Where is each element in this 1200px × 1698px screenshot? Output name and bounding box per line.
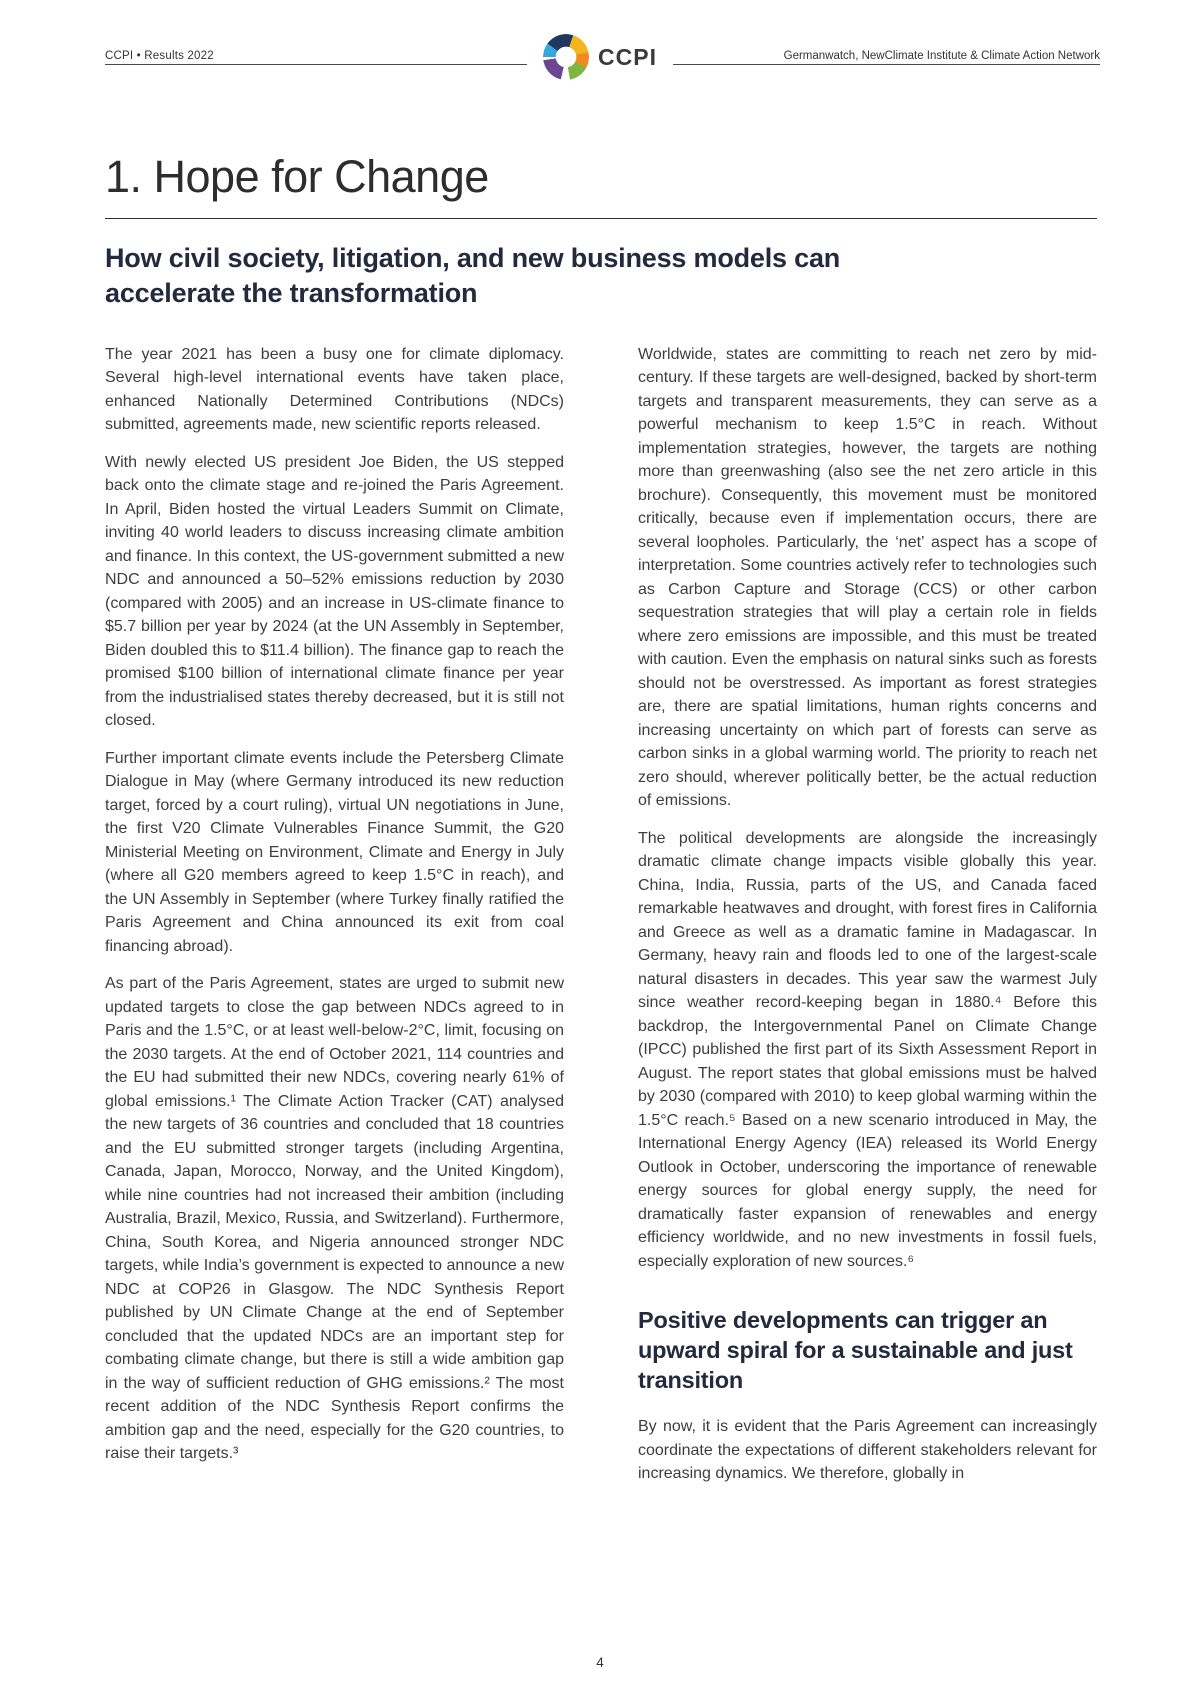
two-column-layout	[105, 343, 1097, 1500]
ccpi-wordmark: CCPI	[598, 43, 657, 70]
page-number: 4	[596, 1655, 604, 1670]
title-divider	[105, 218, 1097, 219]
left-column	[105, 343, 564, 1500]
paragraph: As part of the Paris Agreement, states are urged to submit new updated targets to close the gap between NDCs agreed to in Paris and the 1.5°C, or at least well-below-2°C, limit, focusing on the 2030 targets. At the end of October 2021, 114 countries and the EU had submitted their new NDCs, covering nearly 61% of global emissions.¹ The Climate Action Tracker (CAT) analysed the new targets of 36 countries and concluded that 18 countries and the EU submitted stronger targets (including Argentina, Canada, Japan, Morocco, Norway, and the United Kingdom), while nine countries had not increased their ambition (including Australia, Brazil, Mexico, Russia, and Switzerland). Furthermore, China, South Korea, and Nigeria announced stronger NDC targets, while India’s government is expected to announce a new NDC at COP26 in Glasgow. The NDC Synthesis Report published by UN Climate Change at the end of September concluded that the updated NDCs are an important step for combating climate change, but there is still a wide ambition gap in the way of sufficient reduction of GHG emissions.² The most recent addition of the NDC Synthesis Report confirms the ambition gap and the need, especially for the G20 countries, to raise their targets.³	[105, 975, 564, 1462]
header-right-label: Germanwatch, NewClimate Institute & Climate Action Network	[783, 50, 1100, 62]
article-subtitle: How civil society, litigation, and new business models can accelerate the transformation	[105, 242, 841, 308]
article-body	[105, 152, 1097, 1500]
chapter-title: 1. Hope for Change	[105, 151, 489, 202]
paragraph: Further important climate events include the Petersberg Climate Dialogue in May (where Germany introduced its new reduction target, forced by a court ruling), virtual UN negotiations in June, the first V20 Climate Vulnerables Finance Summit, the G20 Ministerial Meeting on Environment, Climate and Energy in July (where all G20 members agreed to keep 1.5°C in reach), and the UN Assembly in September (where Turkey finally ratified the Paris Agreement and China announced its exit from coal financing abroad).	[105, 749, 564, 955]
paragraph: With newly elected US president Joe Biden, the US stepped back onto the climate stage and re-joined the Paris Agreement. In April, Biden hosted the virtual Leaders Summit on Climate, inviting 40 world leaders to discuss increasing climate ambition and finance. In this context, the US-government submitted a new NDC and announced a 50–52% emissions reduction by 2030 (compared with 2005) and an increase in US-climate finance to $5.7 billion per year by 2024 (at the UN Assembly in September, Biden doubled this to $11.4 billion). The finance gap to reach the promised $100 billion of international climate finance per year from the industrialised states thereby decreased, but it is still not closed.	[105, 453, 564, 729]
ccpi-logo-icon	[543, 34, 589, 80]
paragraph: Worldwide, states are committing to reach net zero by mid-century. If these targets are well-designed, backed by short-term targets and transparent measurements, they can serve as a powerful mechanism to keep 1.5°C in reach. Without implementation strategies, however, the targets are nothing more than greenwashing (also see the net zero article in this brochure). Consequently, this movement must be monitored critically, because even if implementation occurs, there are several loopholes. Particularly, the ‘net’ aspect has a scope of interpretation. Some countries actively refer to technologies such as Carbon Capture and Storage (CCS) or other carbon sequestration strategies that will play a certain role in fields where zero emissions are impossible, and this must be treated with caution. Even the emphasis on natural sinks such as forests should not be overstressed. As important as forest strategies are, there are spatial limitations, human rights concerns and increasing uncertainty on which part of forests can serve as carbon sinks in a global warming world. The priority to reach net zero should, wherever politically better, be the actual reduction of emissions.	[638, 345, 1097, 809]
header-left-label: CCPI • Results 2022	[105, 50, 214, 62]
page-footer	[0, 1655, 1200, 1670]
ccpi-logo	[527, 34, 673, 80]
page-header	[0, 0, 1200, 110]
section-heading: Positive developments can trigger an upward spiral for a sustainable and just transition	[638, 1307, 1073, 1393]
paragraph: The political developments are alongside the increasingly dramatic climate change impacts visible globally this year. China, India, Russia, parts of the US, and Canada faced remarkable heatwaves and drought, with forest fires in California and Greece as well as a dramatic famine in Madagascar. In Germany, heavy rain and floods led to one of the largest-scale natural disasters in decades. This year saw the warmest July since weather record-keeping began in 1880.⁴ Before this backdrop, the Intergovernmental Panel on Climate Change (IPCC) published the first part of its Sixth Assessment Report in August. The report states that global emissions must be halved by 2030 (compared with 2010) to keep global warming within the 1.5°C reach.⁵ Based on a new scenario introduced in May, the International Energy Agency (IEA) released its World Energy Outlook in October, underscoring the importance of renewable energy sources for global energy supply, the need for dramatically faster expansion of renewables and energy efficiency worldwide, and no new investments in fossil fuels, especially exploration of new sources.⁶	[638, 829, 1097, 1270]
right-column	[638, 343, 1097, 1500]
paragraph: By now, it is evident that the Paris Agreement can increasingly coordinate the expectations of different stakeholders relevant for increasing dynamics. We therefore, globally in	[638, 1418, 1097, 1482]
paragraph: The year 2021 has been a busy one for climate diplomacy. Several high-level international events have taken place, enhanced Nationally Determined Contributions (NDCs) submitted, agreements made, new scientific reports released.	[105, 345, 564, 433]
